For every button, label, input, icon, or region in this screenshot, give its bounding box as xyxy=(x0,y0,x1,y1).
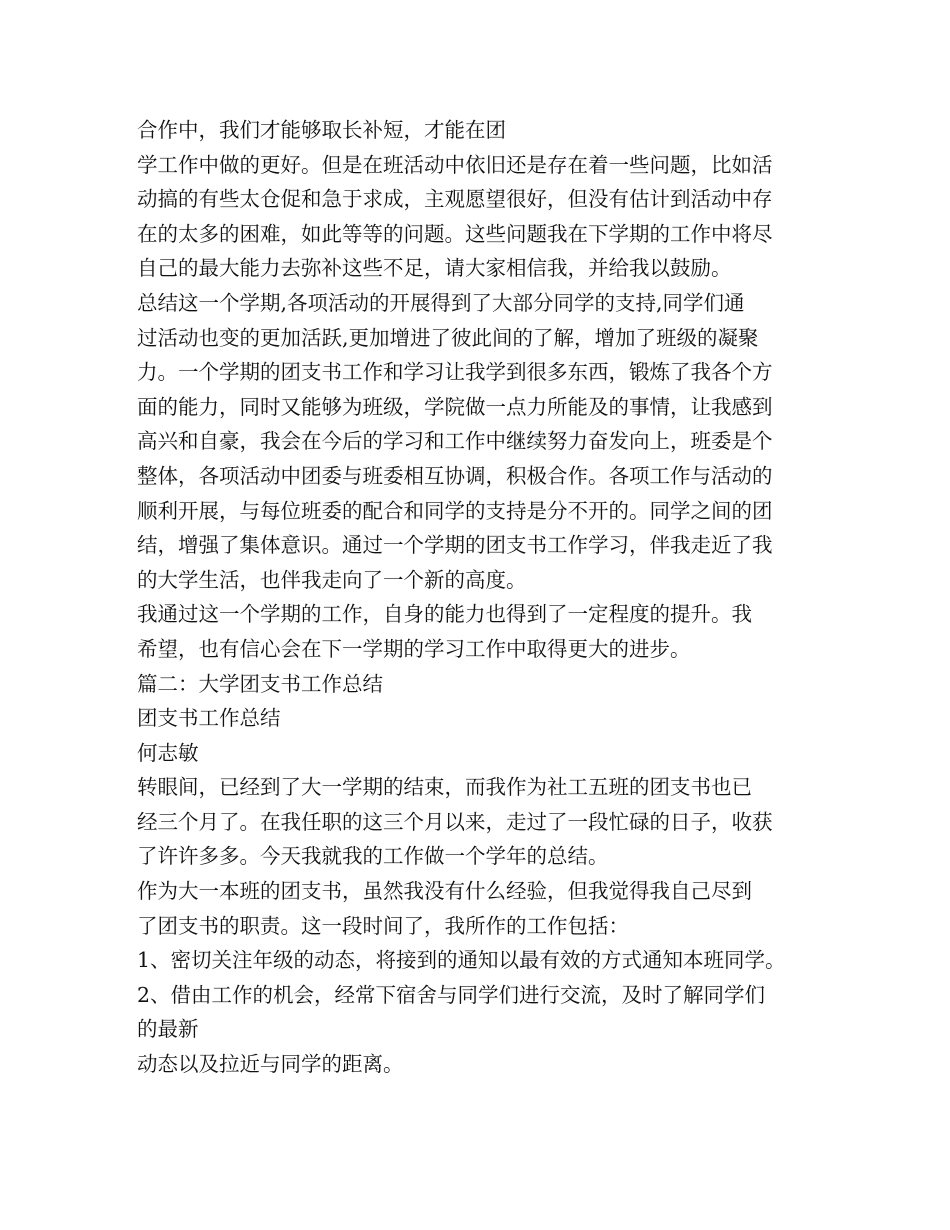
text-line: 合作中，我们才能够取长补短，才能在团 xyxy=(137,118,506,142)
text-line: 转眼间，已经到了大一学期的结束，而我作为社工五班的团支书也已 xyxy=(137,775,752,800)
text-line: 的最新 xyxy=(137,1017,199,1042)
list-item: 2、借由工作的机会，经常下宿舍与同学们进行交流，及时了解同学们 xyxy=(137,982,766,1007)
text-line: 动搞的有些太仓促和急于求成，主观愿望很好，但没有估计到活动中存 xyxy=(137,187,773,212)
text-line: 自己的最大能力去弥补这些不足，请大家相信我，并给我以鼓励。 xyxy=(137,256,732,281)
text-line: 面的能力，同时又能够为班级，学院做一点力所能及的事情，让我感到 xyxy=(137,394,773,419)
document-body xyxy=(137,113,827,1082)
text-line: 经三个月了。在我任职的这三个月以来，走过了一段忙碌的日子，收获 xyxy=(137,809,773,834)
text-line: 动态以及拉近与同学的距离。 xyxy=(137,1052,404,1077)
text-line: 希望，也有信心会在下一学期的学习工作中取得更大的进步。 xyxy=(137,636,691,661)
text-line: 结，增强了集体意识。通过一个学期的团支书工作学习，伴我走近了我 xyxy=(137,533,773,558)
text-line: 过活动也变的更加活跃,更加增进了彼此间的了解，增加了班级的凝聚 xyxy=(137,325,759,350)
text-line: 的大学生活，也伴我走向了一个新的高度。 xyxy=(137,567,527,592)
author-name: 何志敏 xyxy=(137,740,199,765)
text-line: 高兴和自豪，我会在今后的学习和工作中继续努力奋发向上，班委是个 xyxy=(137,429,773,454)
list-item: 1、密切关注年级的动态，将接到的通知以最有效的方式通知本班同学。 xyxy=(137,948,786,973)
text-line: 在的太多的困难，如此等等的问题。这些问题我在下学期的工作中将尽 xyxy=(137,221,773,246)
text-line: 了许许多多。今天我就我的工作做一个学年的总结。 xyxy=(137,844,609,869)
text-line: 总结这一个学期,各项活动的开展得到了大部分同学的支持,同学们通 xyxy=(137,290,745,315)
text-line: 顺利开展，与每位班委的配合和同学的支持是分不开的。同学之间的团 xyxy=(137,498,773,523)
section-title: 团支书工作总结 xyxy=(137,706,281,731)
section-heading: 篇二：大学团支书工作总结 xyxy=(137,671,383,696)
text-line: 了团支书的职责。这一段时间了，我所作的工作包括： xyxy=(137,913,629,938)
text-line: 我通过这一个学期的工作，自身的能力也得到了一定程度的提升。我 xyxy=(137,602,752,627)
text-line: 作为大一本班的团支书，虽然我没有什么经验，但我觉得我自己尽到 xyxy=(137,879,752,904)
text-line: 学工作中做的更好。但是在班活动中依旧还是存在着一些问题，比如活 xyxy=(137,152,773,177)
text-line: 整体，各项活动中团委与班委相互协调，积极合作。各项工作与活动的 xyxy=(137,463,773,488)
text-line: 力。一个学期的团支书工作和学习让我学到很多东西，锻炼了我各个方 xyxy=(137,360,773,385)
